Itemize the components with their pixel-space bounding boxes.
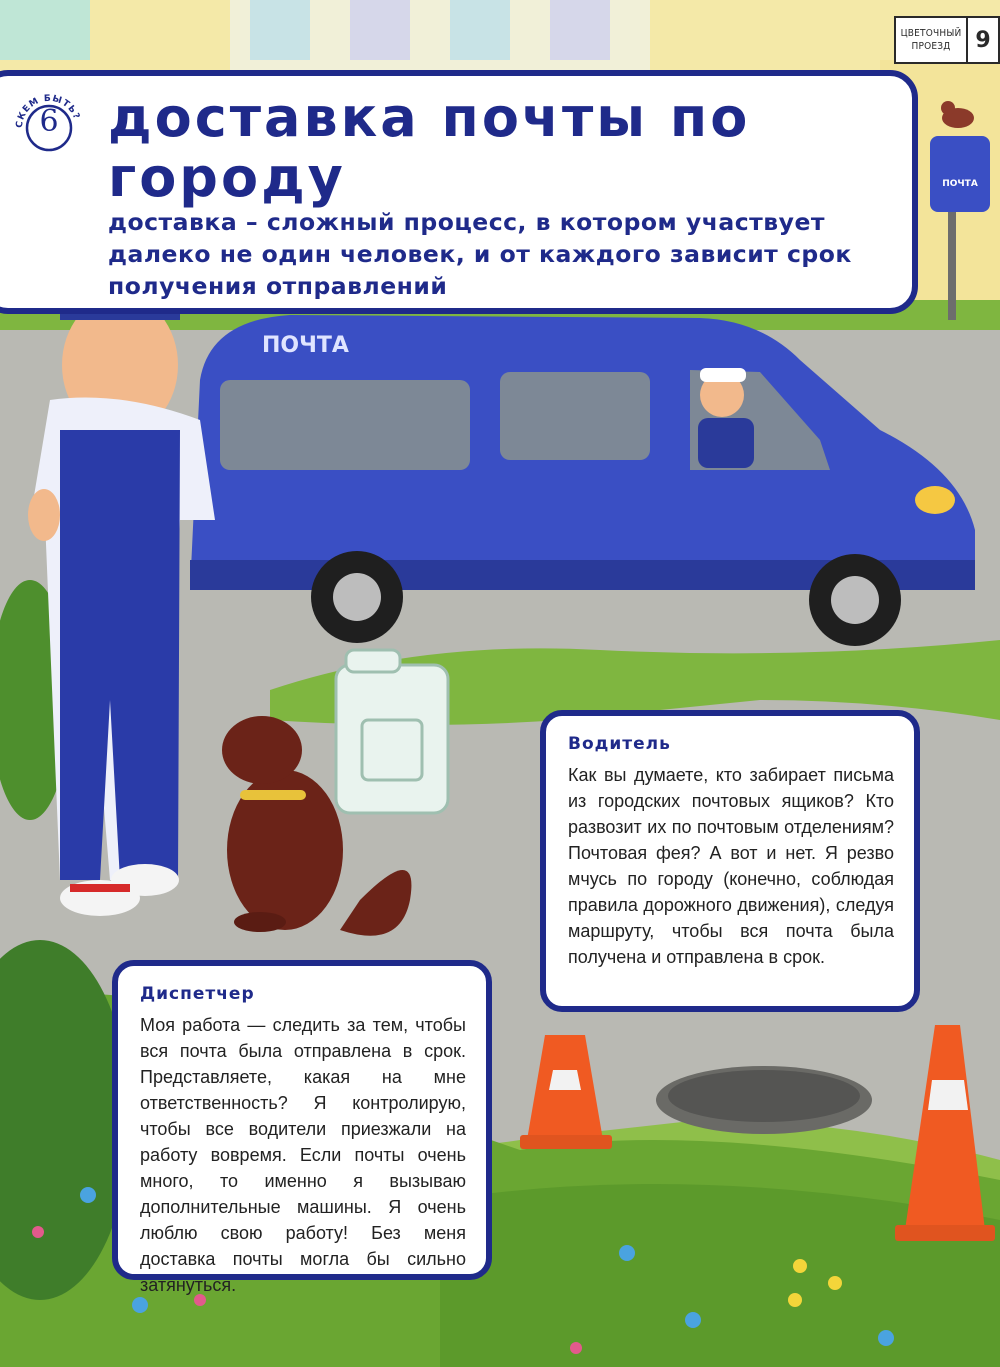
svg-text:ПОЧТА: ПОЧТА: [942, 179, 978, 189]
page-tag: [894, 16, 1000, 64]
page-title: доставка почты по городу: [108, 86, 751, 209]
section-line-1: ЦВЕТОЧНЫЙ: [900, 28, 962, 39]
canister: [336, 650, 448, 813]
card-body: Как вы думаете, кто забирает письма из городских почтовых ящиков? Кто развозит их по почтовым отделениям? Почтовая фея? А вот и нет. Я резво мчусь по городу (конечно, соблюдая правила дорожного движения), следуя маршруту, чтобы вся почта была получена и отправлена в срок.: [568, 765, 894, 967]
section-line-2: ПРОЕЗД: [911, 41, 951, 52]
page-number: 9: [975, 27, 991, 53]
chapter-number: 6: [39, 104, 59, 139]
van-label: ПОЧТА: [262, 333, 349, 358]
section-name: [896, 18, 968, 62]
info-card-driver: [540, 710, 920, 1012]
page-subtitle: доставка – сложный процесс, в котором участвует далеко не один человек, и от каждого зависит срок получения отправлений: [108, 208, 852, 300]
card-title: Диспетчер: [140, 984, 255, 1004]
card-body: Моя работа — следить за тем, чтобы вся почта была отправлена в срок. Представляете, какая на мне ответственность? Я контролирую, чтобы все водители приезжали на работу вовремя. Если почты очень много, то именно я вызываю дополнительные машины. Я очень люблю свою работу! Без меня доставка почты могла бы сильно затянуться.: [140, 1015, 466, 1295]
card-title: Водитель: [568, 734, 671, 754]
badge-arc-text: СКЕМ БЫТЬ?: [14, 93, 82, 129]
info-card-dispatcher: [112, 960, 492, 1295]
